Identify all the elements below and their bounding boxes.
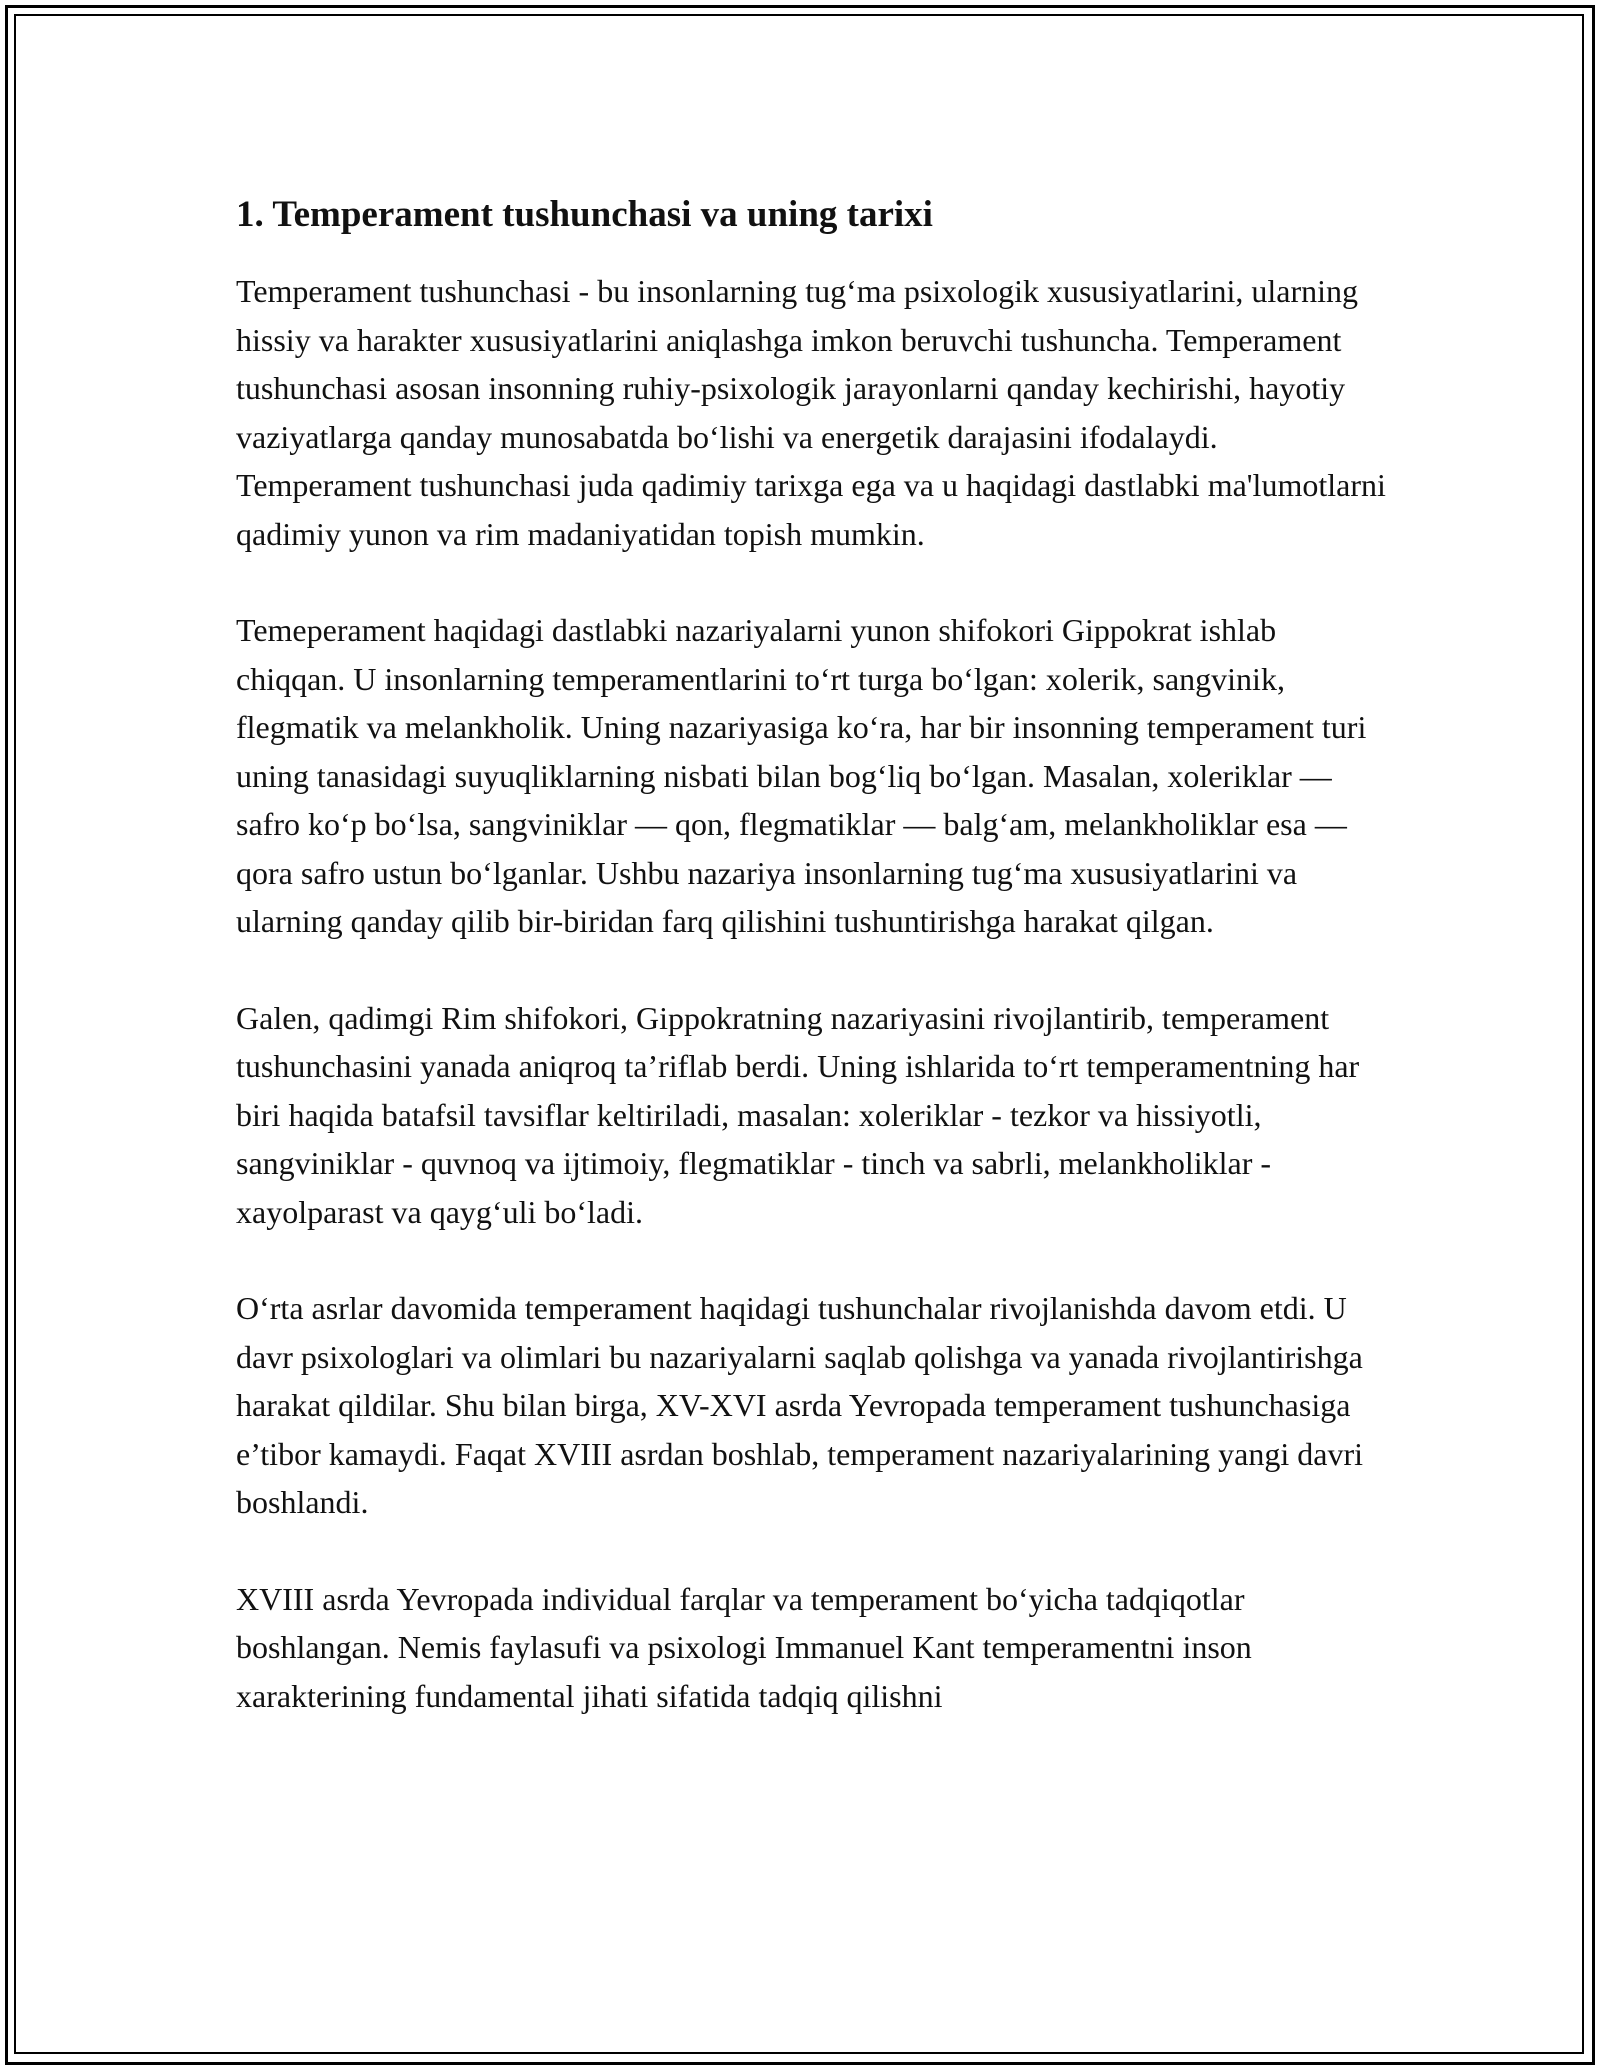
paragraph-1: Temperament tushunchasi - bu insonlarning tug‘ma psixologik xususiyatlarini, ularning hissiy va harakter xususiyatlarini aniqlashga imkon beruvchi tushuncha. Temperament tushunchasi asosan insonning ruhiy-psixologik jarayonlarni qanday kechirishi, hayotiy vaziyatlarga qanday munosabatda bo‘lishi va energetik darajasini ifodalaydi. Temperament tushunchasi juda qadimiy tarixga ega va u haqidagi dastlabki ma'lumotlarni qadimiy yunon va rim madaniyatidan topish mumkin. xyxy=(236,273,1386,552)
paragraph-2: Temeperament haqidagi dastlabki nazariyalarni yunon shifokori Gippokrat ishlab chiqqan. U insonlarning temperamentlarini to‘rt turga bo‘lgan: xolerik, sangvinik, flegmatik va melankholik. Uning nazariyasiga ko‘ra, har bir insonning temperament turi uning tanasidagi suyuqliklarning nisbati bilan bog‘liq bo‘lgan. Masalan, xoleriklar — safro ko‘p bo‘lsa, sangviniklar — qon, flegmatiklar — balg‘am, melankholiklar esa — qora safro ustun bo‘lganlar. Ushbu nazariya insonlarning tug‘ma xususiyatlarini va ularning qanday qilib bir-biridan farq qilishini tushuntirishga harakat qilgan. xyxy=(236,612,1367,939)
section-heading: 1. Temperament tushunchasi va uning tarixi xyxy=(236,194,933,235)
paragraph-5: XVIII asrda Yevropada individual farqlar va temperament bo‘yicha tadqiqotlar boshlangan. Nemis faylasufi va psixologi Immanuel Kant temperamentni inson xarakterining fundamental jihati sifatida tadqiq qilishni xyxy=(236,1580,1252,1714)
paragraph-4: O‘rta asrlar davomida temperament haqidagi tushunchalar rivojlanishda davom etdi. U davr psixologlari va olimlari bu nazariyalarni saqlab qolishga va yanada rivojlantirishga harakat qildilar. Shu bilan birga, XV-XVI asrda Yevropada temperament tushunchasiga e’tibor kamaydi. Faqat XVIII asrdan boshlab, temperament nazariyalarining yangi davri boshlandi. xyxy=(236,1290,1364,1520)
paragraph-3: Galen, qadimgi Rim shifokori, Gippokratning nazariyasini rivojlantirib, temperament tushunchasini yanada aniqroq ta’riflab berdi. Uning ishlarida to‘rt temperamentning har biri haqida batafsil tavsiflar keltiriladi, masalan: xoleriklar - tezkor va hissiyotli, sangviniklar - quvnoq va ijtimoiy, flegmatiklar - tinch va sabrli, melankholiklar - xayolparast va qayg‘uli bo‘ladi. xyxy=(236,999,1360,1230)
document-body xyxy=(236,185,1386,1720)
